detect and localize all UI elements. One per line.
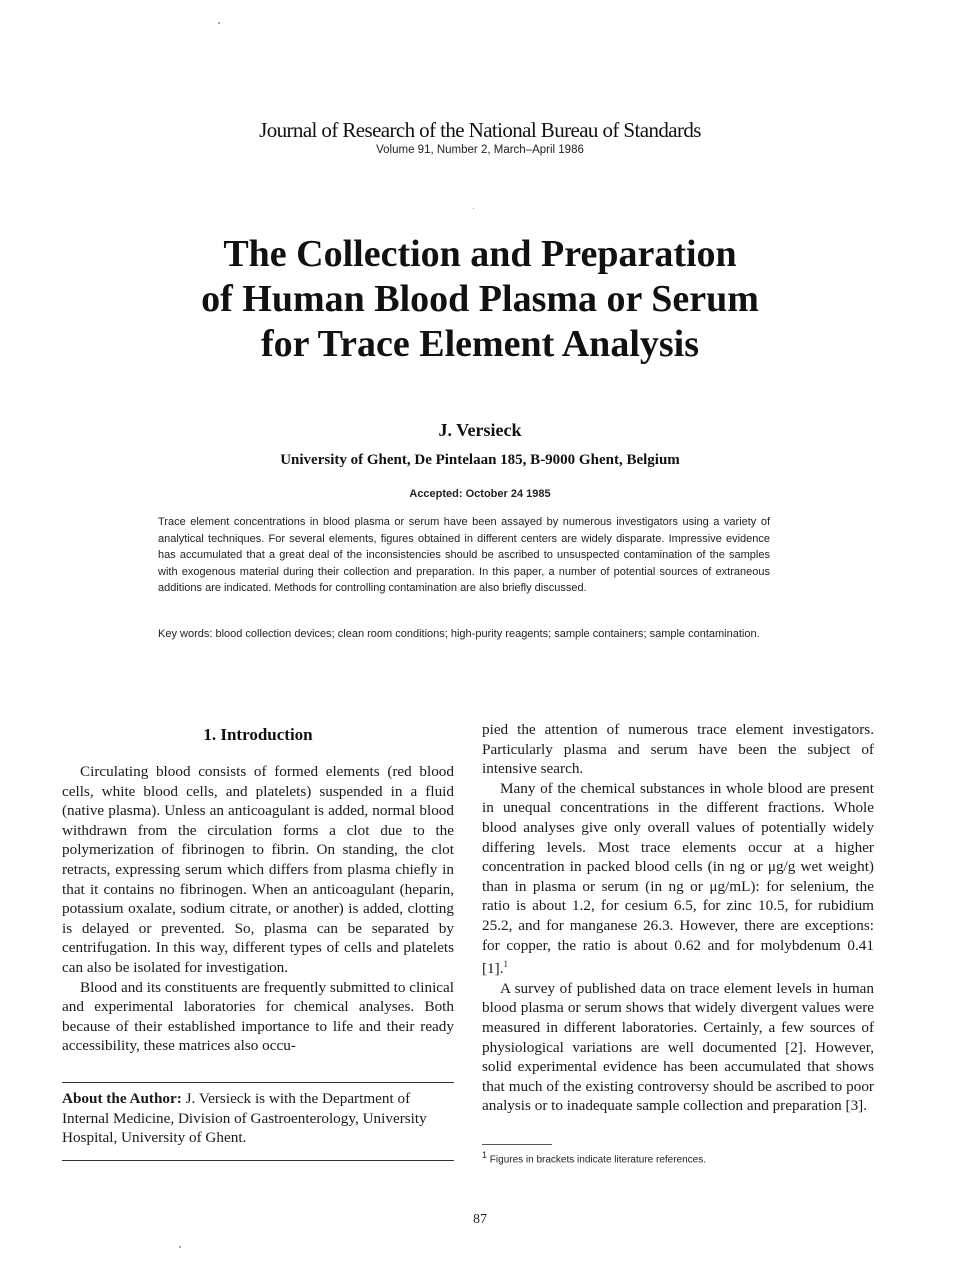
body-paragraph-continuation: pied the attention of numerous trace element investigators. Particularly plasma and serum have been the subject of intensive search. [482, 721, 874, 778]
footnote-text: Figures in brackets indicate literature references. [489, 1154, 707, 1166]
accepted-date: Accepted: October 24 1985 [409, 488, 551, 500]
footnote-rule [482, 1144, 552, 1145]
body-paragraph-text: Many of the chemical substances in whole blood are present in unequal concentrations in the different fractions. Whole blood analyses give only overall values of potentially widely differing levels. Most trace elements occur at a higher concentration in packed blood cells (in ng or μg/g wet weight) than in plasma or serum (in ng or μg/mL): for selenium, the ratio is about 1.2, for cesium 6.5, for zinc 10.5, for rubidium 25.2, and for manganese 26.3. However, there are exceptions: for copper, the ratio is about 0.62 and for molybdenum 0.41 [1]. [482, 779, 874, 978]
body-paragraph: A survey of published data on trace element levels in human blood plasma or serum shows that widely divergent values were measured in different laboratories. Certainly, a few sources of physiological variations are well documented [2]. However, solid experimental evidence has been accumulated that shows that much of the existing controversy should be ascribed to poor analysis or to inadequate sample collection and preparation [3]. [482, 979, 874, 1115]
article-title [0, 232, 960, 367]
about-author-top-rule [62, 1082, 454, 1083]
body-paragraph: Circulating blood consists of formed elements (red blood cells, white blood cells, and platelets) suspended in a fluid (native plasma). Unless an anticoagulant is added, normal blood withdrawn from the circulation forms a clot due to the polymerization of fibrinogen to fibrin. On standing, the clot retracts, expressing serum which differs from plasma chiefly in that it contains no fibrinogen. When an anticoagulant (heparin, potassium oxalate, sodium citrate, or another) is added, clotting is delayed or prevented. So, plasma can be separated by centrifugation. In this way, different types of cells and platelets can also be isolated for investigation. [62, 763, 454, 976]
page-number: 87 [473, 1212, 487, 1227]
footnote-mark: 1 [482, 1150, 488, 1160]
keywords: Key words: blood collection devices; clean room conditions; high-purity reagents; sample containers; sample contamination. [158, 628, 760, 640]
abstract: Trace element concentrations in blood plasma or serum have been assayed by numerous investigators using a variety of analytical techniques. For several elements, figures obtained in different centers are widely disparate. Impressive evidence has accumulated that a great deal of the inconsistencies should be ascribed to unsuspected contamination of the samples with exogenous material during their collection and preparation. In this paper, a number of potential sources of extraneous additions are indicated. Methods for controlling contamination are also briefly discussed. [158, 516, 770, 594]
author-affiliation: University of Ghent, De Pintelaan 185, B-9000 Ghent, Belgium [280, 452, 680, 468]
footnote [482, 1150, 874, 1165]
left-column [62, 762, 454, 1056]
about-author-text: J. Versieck is with the Department of Internal Medicine, Division of Gastroenterology, University Hospital, University of Ghent. [62, 1090, 427, 1147]
scan-speck [179, 1246, 181, 1248]
scan-speck [473, 208, 474, 209]
title-line: of Human Blood Plasma or Serum [201, 278, 759, 320]
journal-volume: Volume 91, Number 2, March–April 1986 [376, 144, 584, 156]
journal-name: Journal of Research of the National Bureau of Standards [259, 118, 701, 142]
scan-speck [218, 22, 220, 24]
right-column [482, 720, 874, 1116]
body-paragraph [482, 779, 874, 979]
about-author-bottom-rule [62, 1160, 454, 1161]
body-paragraph: Blood and its constituents are frequently submitted to clinical and experimental laboratories for chemical analyses. Both because of their established importance to life and their ready accessibility, these matrices also occu- [62, 978, 454, 1055]
section-heading-introduction: 1. Introduction [203, 725, 313, 744]
author-name: J. Versieck [438, 420, 522, 440]
about-author-note [62, 1089, 454, 1148]
footnote-marker: 1 [503, 959, 509, 970]
about-author-label: About the Author: [62, 1090, 182, 1107]
title-line: for Trace Element Analysis [260, 323, 700, 365]
title-line: The Collection and Preparation [223, 233, 737, 275]
